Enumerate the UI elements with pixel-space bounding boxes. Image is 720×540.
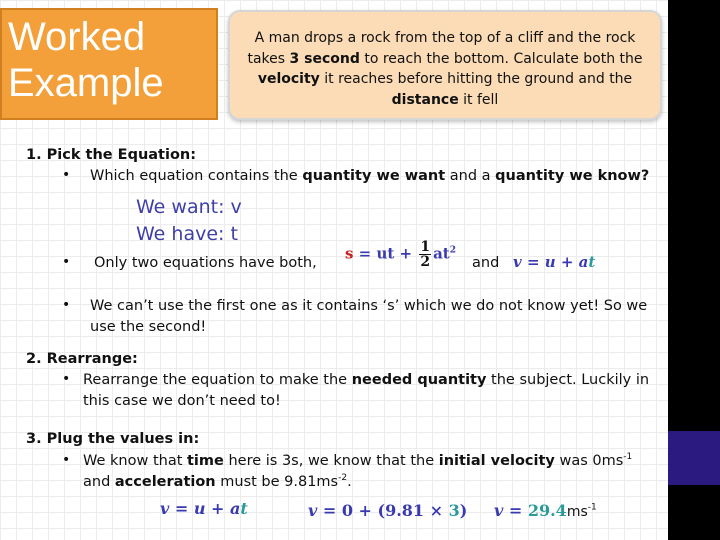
title-line1: Worked [8,15,146,59]
step1-bullet2: Only two equations have both, [94,255,317,271]
we-have: We have: t [136,223,238,245]
question-text-3: it reaches before hitting the ground and the [319,71,633,87]
bullet: • [62,167,71,183]
equation-suvat-v: v = u + at [513,253,596,271]
step3-heading: 3. Plug the values in: [26,431,200,447]
equation-suvat-s: s = ut + $\frac{1}{2}$ $at^2$ [345,239,456,270]
question-box [228,10,662,120]
purple-tab [668,431,720,485]
step2-bullet: Rearrange the equation to make the needed quantity the subject. Luckily in this case we don’t need to! [83,372,650,409]
bullet: • [62,452,71,468]
final-eq-general: v = u + at [160,499,248,518]
question-text-2: to reach the bottom. Calculate both the [359,50,643,67]
step1-heading: 1. Pick the Equation: [26,147,197,163]
we-want: We want: v [136,196,242,218]
question-text-4: it fell [458,91,499,108]
final-eq-result: $v = 29.4ms^{-1}$ [494,501,597,520]
question-text-1: A man drops a rock from the top of a cliff and the rock takes [247,30,636,67]
question-bold-velocity: velocity [257,71,320,87]
bullet: • [62,371,71,387]
and-word: and [472,255,500,271]
title-box [0,8,218,120]
question-bold-distance: distance [391,91,459,108]
bullet: • [62,254,71,270]
question-bold-time: 3 second [289,50,360,67]
bullet: • [62,297,71,313]
title-line2: Example [8,61,164,105]
step1-bullet3: We can’t use the first one as it contains ‘s’ which we do not know yet! So we use the second! [90,298,648,335]
final-eq-substituted: v = 0 + (9.81 × 3) [308,501,468,520]
step1-bullet1: Which equation contains the quantity we want and a quantity we know? [90,168,650,184]
step2-heading: 2. Rearrange: [26,351,138,367]
step3-bullet: We know that time here is 3s, we know that the initial velocity was $0ms^{-1}$ and acceleration must be $9.81ms^{-2}$. [83,452,633,490]
